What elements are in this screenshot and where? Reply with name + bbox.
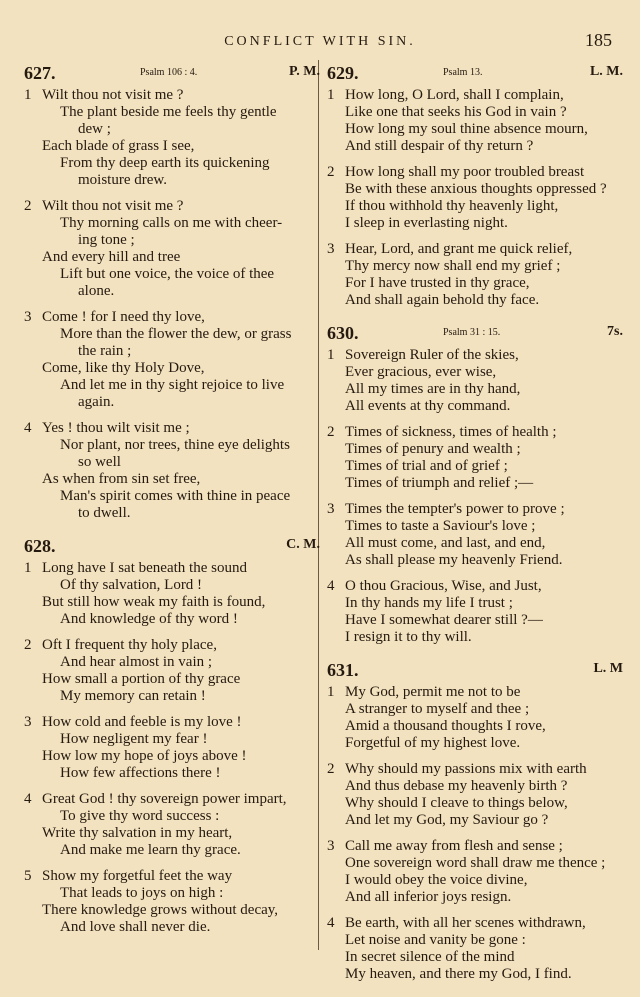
stanza bbox=[327, 501, 623, 569]
verse-line: All events at thy command. bbox=[345, 398, 511, 414]
verse-line: Times of penury and wealth ; bbox=[345, 441, 521, 457]
hymn-number: 629. bbox=[327, 63, 359, 83]
right-column bbox=[327, 63, 623, 997]
verse-line: Sovereign Ruler of the skies, bbox=[345, 347, 519, 363]
stanza-number: 3 bbox=[327, 838, 335, 854]
stanza-number: 2 bbox=[327, 761, 335, 777]
hymn bbox=[24, 536, 320, 936]
hymn bbox=[24, 63, 320, 522]
verse-line: More than the flower the dew, or grass bbox=[60, 326, 292, 342]
verse-line: Nor plant, nor trees, thine eye delights bbox=[60, 437, 290, 453]
hymn-meter: L. M bbox=[593, 661, 623, 676]
verse-line: I resign it to thy will. bbox=[345, 629, 472, 645]
verse-line: How small a portion of thy grace bbox=[42, 671, 241, 687]
verse-line: All must come, and last, and end, bbox=[345, 535, 546, 551]
stanza bbox=[327, 164, 623, 232]
stanza bbox=[24, 560, 320, 628]
verse-line: The plant beside me feels thy gentle bbox=[60, 104, 277, 120]
hymn-header bbox=[327, 660, 623, 682]
verse-line: How long, O Lord, shall I complain, bbox=[345, 87, 564, 103]
stanza bbox=[327, 347, 623, 415]
running-title: CONFLICT WITH SIN. bbox=[224, 34, 416, 49]
verse-line: And all inferior joys resign. bbox=[345, 889, 512, 905]
stanza bbox=[327, 838, 623, 906]
stanza-number: 1 bbox=[327, 87, 335, 103]
verse-line: I sleep in everlasting night. bbox=[345, 215, 508, 231]
verse-line: How low my hope of joys above ! bbox=[42, 748, 247, 764]
stanza bbox=[327, 684, 623, 752]
verse-line: But still how weak my faith is found, bbox=[42, 594, 266, 610]
verse-line: That leads to joys on high : bbox=[60, 885, 224, 901]
verse-line: again. bbox=[78, 394, 115, 410]
stanza bbox=[327, 424, 623, 492]
verse-line: Be with these anxious thoughts oppressed ? bbox=[345, 181, 607, 197]
verse-line: To give thy word success : bbox=[60, 808, 220, 824]
stanza-number: 3 bbox=[24, 309, 32, 325]
verse-line: I would obey the voice divine, bbox=[345, 872, 528, 888]
stanza bbox=[24, 420, 320, 522]
verse-line: Have I somewhat dearer still ?— bbox=[345, 612, 543, 628]
stanza bbox=[24, 198, 320, 300]
verse-line: Forgetful of my highest love. bbox=[345, 735, 521, 751]
verse-line: Let noise and vanity be gone : bbox=[345, 932, 526, 948]
verse-line: Wilt thou not visit me ? bbox=[42, 198, 184, 214]
left-column bbox=[24, 63, 320, 950]
verse-line: Come, like thy Holy Dove, bbox=[42, 360, 205, 376]
stanza-number: 2 bbox=[24, 637, 32, 653]
stanza bbox=[24, 637, 320, 705]
verse-line: moisture drew. bbox=[78, 172, 168, 188]
verse-line: Hear, Lord, and grant me quick relief, bbox=[345, 241, 573, 257]
hymn-number: 630. bbox=[327, 323, 359, 343]
hymn-scripture-reference: Psalm 106 : 4. bbox=[140, 67, 198, 78]
verse-line: My God, permit me not to be bbox=[345, 684, 521, 700]
hymn-scripture-reference: Psalm 31 : 15. bbox=[443, 327, 501, 338]
verse-line: Wilt thou not visit me ? bbox=[42, 87, 184, 103]
verse-line: dew ; bbox=[78, 121, 111, 137]
verse-line: Be earth, with all her scenes withdrawn, bbox=[345, 915, 586, 931]
verse-line: Long have I sat beneath the sound bbox=[42, 560, 247, 576]
verse-line: And make me learn thy grace. bbox=[60, 842, 241, 858]
hymn-number: 627. bbox=[24, 63, 56, 83]
verse-line: A stranger to myself and thee ; bbox=[345, 701, 530, 717]
verse-line: Times of triumph and relief ;— bbox=[345, 475, 534, 491]
stanza bbox=[24, 714, 320, 782]
stanza bbox=[24, 309, 320, 411]
verse-line: Of thy salvation, Lord ! bbox=[60, 577, 203, 593]
verse-line: One sovereign word shall draw me thence ; bbox=[345, 855, 606, 871]
verse-line: And let my God, my Saviour go ? bbox=[345, 812, 549, 828]
verse-line: Great God ! thy sovereign power impart, bbox=[42, 791, 287, 807]
hymn-meter: P. M. bbox=[289, 64, 320, 79]
verse-line: Ever gracious, ever wise, bbox=[345, 364, 497, 380]
hymn-number: 631. bbox=[327, 660, 359, 680]
stanza bbox=[327, 761, 623, 829]
stanza bbox=[327, 578, 623, 646]
verse-line: And still despair of thy return ? bbox=[345, 138, 534, 154]
verse-line: Man's spirit comes with thine in peace bbox=[60, 488, 291, 504]
verse-line: From thy deep earth its quickening bbox=[60, 155, 270, 171]
verse-line: Times of sickness, times of health ; bbox=[345, 424, 557, 440]
stanza bbox=[327, 87, 623, 155]
verse-line: And every hill and tree bbox=[42, 249, 181, 265]
verse-line: And hear almost in vain ; bbox=[60, 654, 213, 670]
verse-line: so well bbox=[78, 454, 121, 470]
verse-line: How long my soul thine absence mourn, bbox=[345, 121, 588, 137]
verse-line: Times of trial and of grief ; bbox=[345, 458, 508, 474]
verse-line: Oft I frequent thy holy place, bbox=[42, 637, 217, 653]
stanza-number: 5 bbox=[24, 868, 32, 884]
hymn-meter: 7s. bbox=[607, 324, 623, 339]
verse-line: And shall again behold thy face. bbox=[345, 292, 540, 308]
stanza-number: 1 bbox=[24, 560, 32, 576]
verse-line: O thou Gracious, Wise, and Just, bbox=[345, 578, 542, 594]
stanza-number: 2 bbox=[327, 164, 335, 180]
hymn-meter: C. M. bbox=[286, 537, 320, 552]
verse-line: There knowledge grows without decay, bbox=[42, 902, 279, 918]
verse-line: Show my forgetful feet the way bbox=[42, 868, 233, 884]
verse-line: Like one that seeks his God in vain ? bbox=[345, 104, 567, 120]
verse-line: And let me in thy sight rejoice to live bbox=[60, 377, 285, 393]
verse-line: All my times are in thy hand, bbox=[345, 381, 521, 397]
hymn-scripture-reference: Psalm 13. bbox=[443, 67, 483, 78]
verse-line: Times to taste a Saviour's love ; bbox=[345, 518, 536, 534]
verse-line: to dwell. bbox=[78, 505, 131, 521]
verse-line: Times the tempter's power to prove ; bbox=[345, 501, 565, 517]
hymn bbox=[327, 660, 623, 983]
verse-line: Call me away from flesh and sense ; bbox=[345, 838, 563, 854]
verse-line: And thus debase my heavenly birth ? bbox=[345, 778, 568, 794]
verse-line: ing tone ; bbox=[78, 232, 135, 248]
verse-line: Lift but one voice, the voice of thee bbox=[60, 266, 275, 282]
hymn-header bbox=[24, 63, 320, 85]
running-head bbox=[0, 30, 640, 52]
verse-line: Thy morning calls on me with cheer- bbox=[60, 215, 283, 231]
verse-line: If thou withhold thy heavenly light, bbox=[345, 198, 559, 214]
page-number: 185 bbox=[585, 30, 612, 50]
verse-line: My heaven, and there my God, I find. bbox=[345, 966, 572, 982]
verse-line: Why should I cleave to things below, bbox=[345, 795, 568, 811]
verse-line: Come ! for I need thy love, bbox=[42, 309, 205, 325]
verse-line: Amid a thousand thoughts I rove, bbox=[345, 718, 546, 734]
verse-line: the rain ; bbox=[78, 343, 132, 359]
verse-line: Thy mercy now shall end my grief ; bbox=[345, 258, 561, 274]
hymn-header bbox=[327, 323, 623, 345]
stanza-number: 1 bbox=[327, 684, 335, 700]
verse-line: Write thy salvation in my heart, bbox=[42, 825, 233, 841]
stanza bbox=[327, 241, 623, 309]
verse-line: Each blade of grass I see, bbox=[42, 138, 195, 154]
verse-line: How cold and feeble is my love ! bbox=[42, 714, 242, 730]
stanza-number: 1 bbox=[24, 87, 32, 103]
stanza bbox=[327, 915, 623, 983]
verse-line: How few affections there ! bbox=[60, 765, 221, 781]
stanza bbox=[24, 791, 320, 859]
stanza-number: 1 bbox=[327, 347, 335, 363]
verse-line: alone. bbox=[78, 283, 115, 299]
verse-line: In thy hands my life I trust ; bbox=[345, 595, 513, 611]
verse-line: As shall please my heavenly Friend. bbox=[345, 552, 563, 568]
hymn-header bbox=[327, 63, 623, 85]
stanza-number: 4 bbox=[327, 915, 335, 931]
verse-line: Why should my passions mix with earth bbox=[345, 761, 587, 777]
hymn-number: 628. bbox=[24, 536, 56, 556]
verse-line: How long shall my poor troubled breast bbox=[345, 164, 585, 180]
verse-line: And love shall never die. bbox=[60, 919, 211, 935]
stanza-number: 4 bbox=[327, 578, 335, 594]
verse-line: And knowledge of thy word ! bbox=[60, 611, 238, 627]
hymn-meter: L. M. bbox=[589, 64, 623, 79]
hymn-header bbox=[24, 536, 320, 558]
stanza bbox=[24, 868, 320, 936]
verse-line: How negligent my fear ! bbox=[60, 731, 208, 747]
verse-line: Yes ! thou wilt visit me ; bbox=[42, 420, 190, 436]
verse-line: In secret silence of the mind bbox=[345, 949, 515, 965]
stanza-number: 3 bbox=[24, 714, 32, 730]
stanza-number: 3 bbox=[327, 501, 335, 517]
stanza bbox=[24, 87, 320, 189]
verse-line: My memory can retain ! bbox=[60, 688, 206, 704]
hymn bbox=[327, 323, 623, 646]
stanza-number: 2 bbox=[327, 424, 335, 440]
stanza-number: 3 bbox=[327, 241, 335, 257]
stanza-number: 2 bbox=[24, 198, 32, 214]
verse-line: As when from sin set free, bbox=[42, 471, 201, 487]
hymn bbox=[327, 63, 623, 309]
verse-line: For I have trusted in thy grace, bbox=[345, 275, 530, 291]
stanza-number: 4 bbox=[24, 791, 32, 807]
stanza-number: 4 bbox=[24, 420, 32, 436]
